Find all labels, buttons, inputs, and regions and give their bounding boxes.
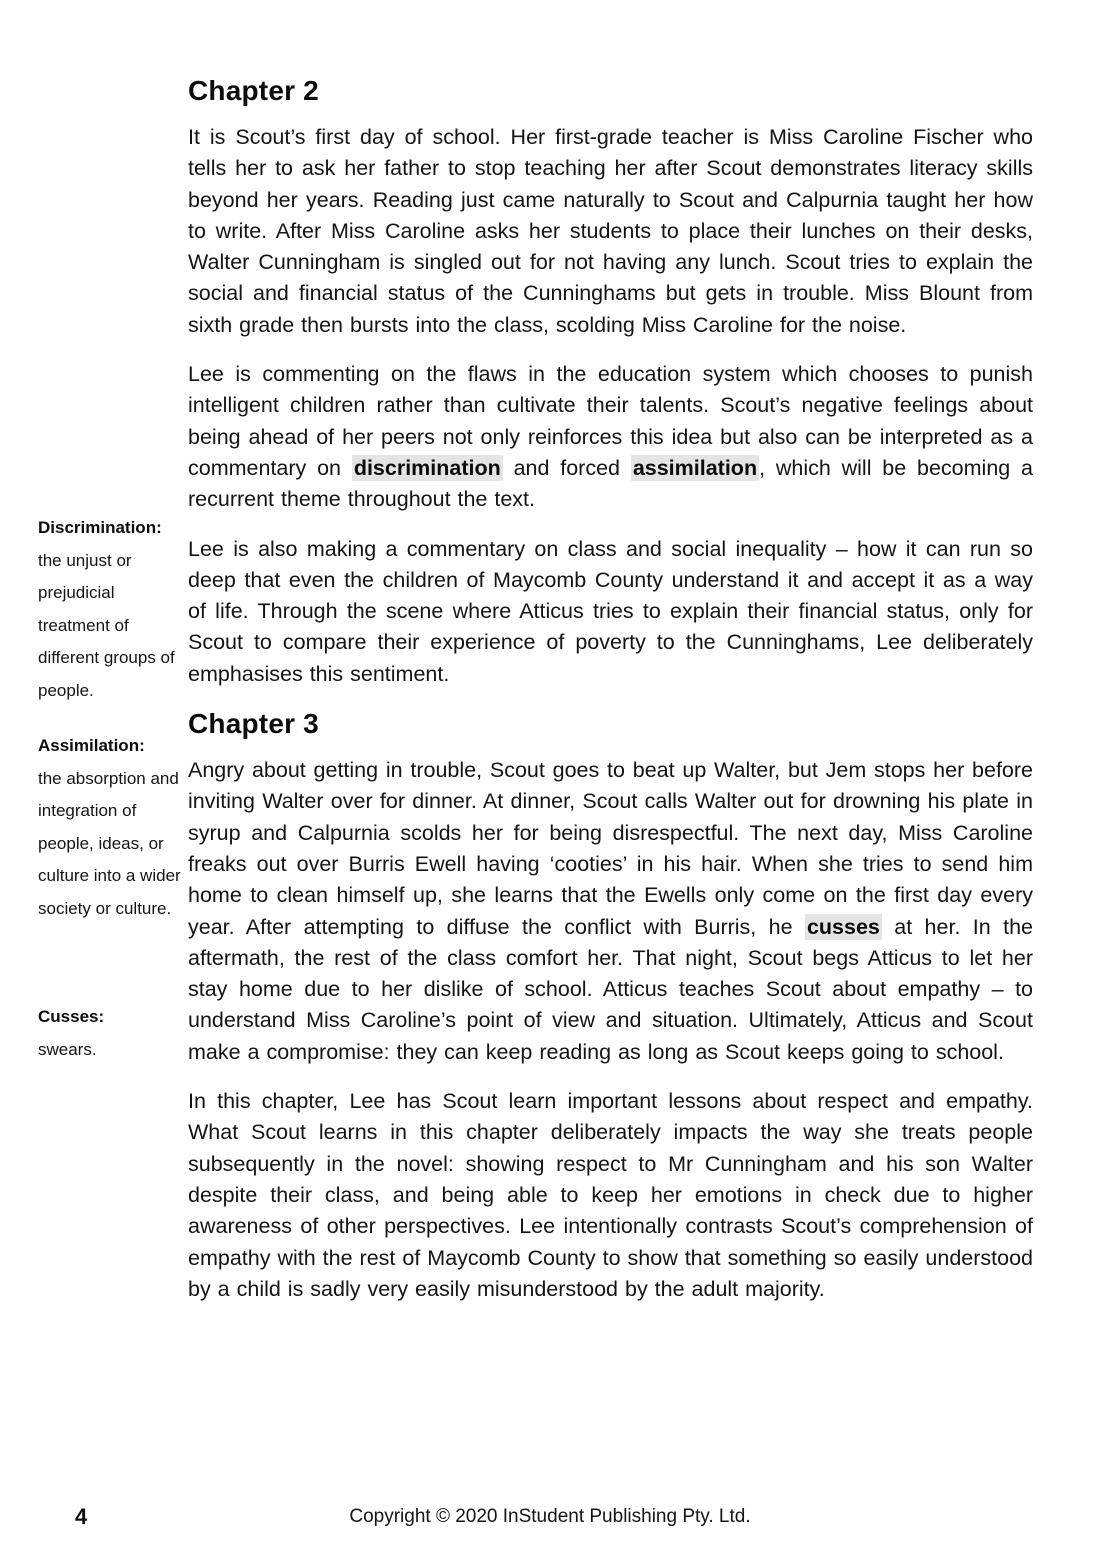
margin-term: Cusses: bbox=[38, 1007, 105, 1026]
margin-definition: swears. bbox=[38, 1039, 97, 1059]
margin-definition: the unjust or prejudicial treatment of different groups of people. bbox=[38, 550, 175, 700]
paragraph bbox=[188, 122, 1033, 341]
page-footer bbox=[0, 1500, 1100, 1540]
margin-note-cusses bbox=[38, 1001, 190, 1066]
margin-note-discrimination bbox=[38, 512, 190, 707]
text-segment: , which will be becoming a recurrent theme throughout the text. bbox=[188, 455, 1033, 512]
text-segment: In this chapter, Lee has Scout learn important lessons about respect and empathy. What Scout learns in this chapter deliberately impacts the way she treats people subsequently in the novel: showing respect to Mr Cunningham and his son Walter despite their class, and being able to keep her emotions in check due to higher awareness of other perspectives. Lee intentionally contrasts Scout’s comprehension of empathy with the rest of Maycomb County to show that something so easily understood by a child is sadly very easily misunderstood by the adult majority. bbox=[188, 1089, 1033, 1301]
text-segment: Lee is also making a commentary on class and social inequality – how it can run so deep that even the children of Maycomb County understand it and accept it as a way of life. Through the scene where Atticus tries to explain their financial status, only for Scout to compare their experience of poverty to the Cunninghams, Lee deliberately emphasises this sentiment. bbox=[188, 536, 1033, 686]
highlighted-term: assimilation bbox=[632, 455, 758, 480]
copyright-text: Copyright © 2020 InStudent Publishing Pty. Ltd. bbox=[349, 1506, 751, 1527]
text-segment: Angry about getting in trouble, Scout goes to beat up Walter, but Jem stops her before inviting Walter over for dinner. At dinner, Scout calls Walter out for drowning his plate in syrup and Calpurnia scolds her for being disrespectful. The next day, Miss Caroline freaks out over Burris Ewell having ‘cooties’ in his hair. When she tries to send him home to clean himself up, she learns that the Ewells only come on the first day every year. After attempting to diffuse the conflict with Burris, he bbox=[188, 758, 1033, 939]
margin-term: Discrimination: bbox=[38, 518, 162, 537]
text-segment: It is Scout’s first day of school. Her first-grade teacher is Miss Caroline Fischer who tells her to ask her father to stop teaching her after Scout demonstrates literacy skills beyond her years. Reading just came naturally to Scout and Calpurnia taught her how to write. After Miss Caroline asks her students to place their lunches on their desks, Walter Cunningham is singled out for not having any lunch. Scout tries to explain the social and financial status of the Cunninghams but gets in trouble. Miss Blount from sixth grade then bursts into the class, scolding Miss Caroline for the noise. bbox=[188, 125, 1033, 337]
margin-definition: the absorption and integration of people, ideas, or culture into a wider society or culture. bbox=[38, 768, 181, 918]
page-number: 4 bbox=[75, 1504, 88, 1529]
text-segment: at her. In the aftermath, the rest of the class comfort her. That night, Scout begs Atticus to let her stay home due to her dislike of school. Atticus teaches Scout about empathy – to understand Miss Caroline’s point of view and situation. Ultimately, Atticus and Scout make a compromise: they can keep reading as long as Scout keeps going to school. bbox=[188, 914, 1033, 1064]
margin-note-assimilation bbox=[38, 730, 190, 925]
text-segment: Lee is commenting on the flaws in the education system which chooses to punish intelligent children rather than cultivate their talents. Scout’s negative feelings about being ahead of her peers not only reinforces this idea but also can be interpreted as a commentary on bbox=[188, 362, 1033, 480]
paragraph bbox=[188, 755, 1033, 1068]
highlighted-term: discrimination bbox=[353, 455, 501, 480]
paragraph bbox=[188, 1086, 1033, 1305]
main-text-column bbox=[188, 75, 1033, 1323]
margin-term: Assimilation: bbox=[38, 736, 145, 755]
paragraph bbox=[188, 534, 1033, 690]
paragraph bbox=[188, 359, 1033, 515]
text-segment: and forced bbox=[502, 455, 631, 480]
chapter-3-heading: Chapter 3 bbox=[188, 708, 319, 740]
highlighted-term: cusses bbox=[806, 914, 880, 939]
chapter-2-heading: Chapter 2 bbox=[188, 75, 319, 106]
